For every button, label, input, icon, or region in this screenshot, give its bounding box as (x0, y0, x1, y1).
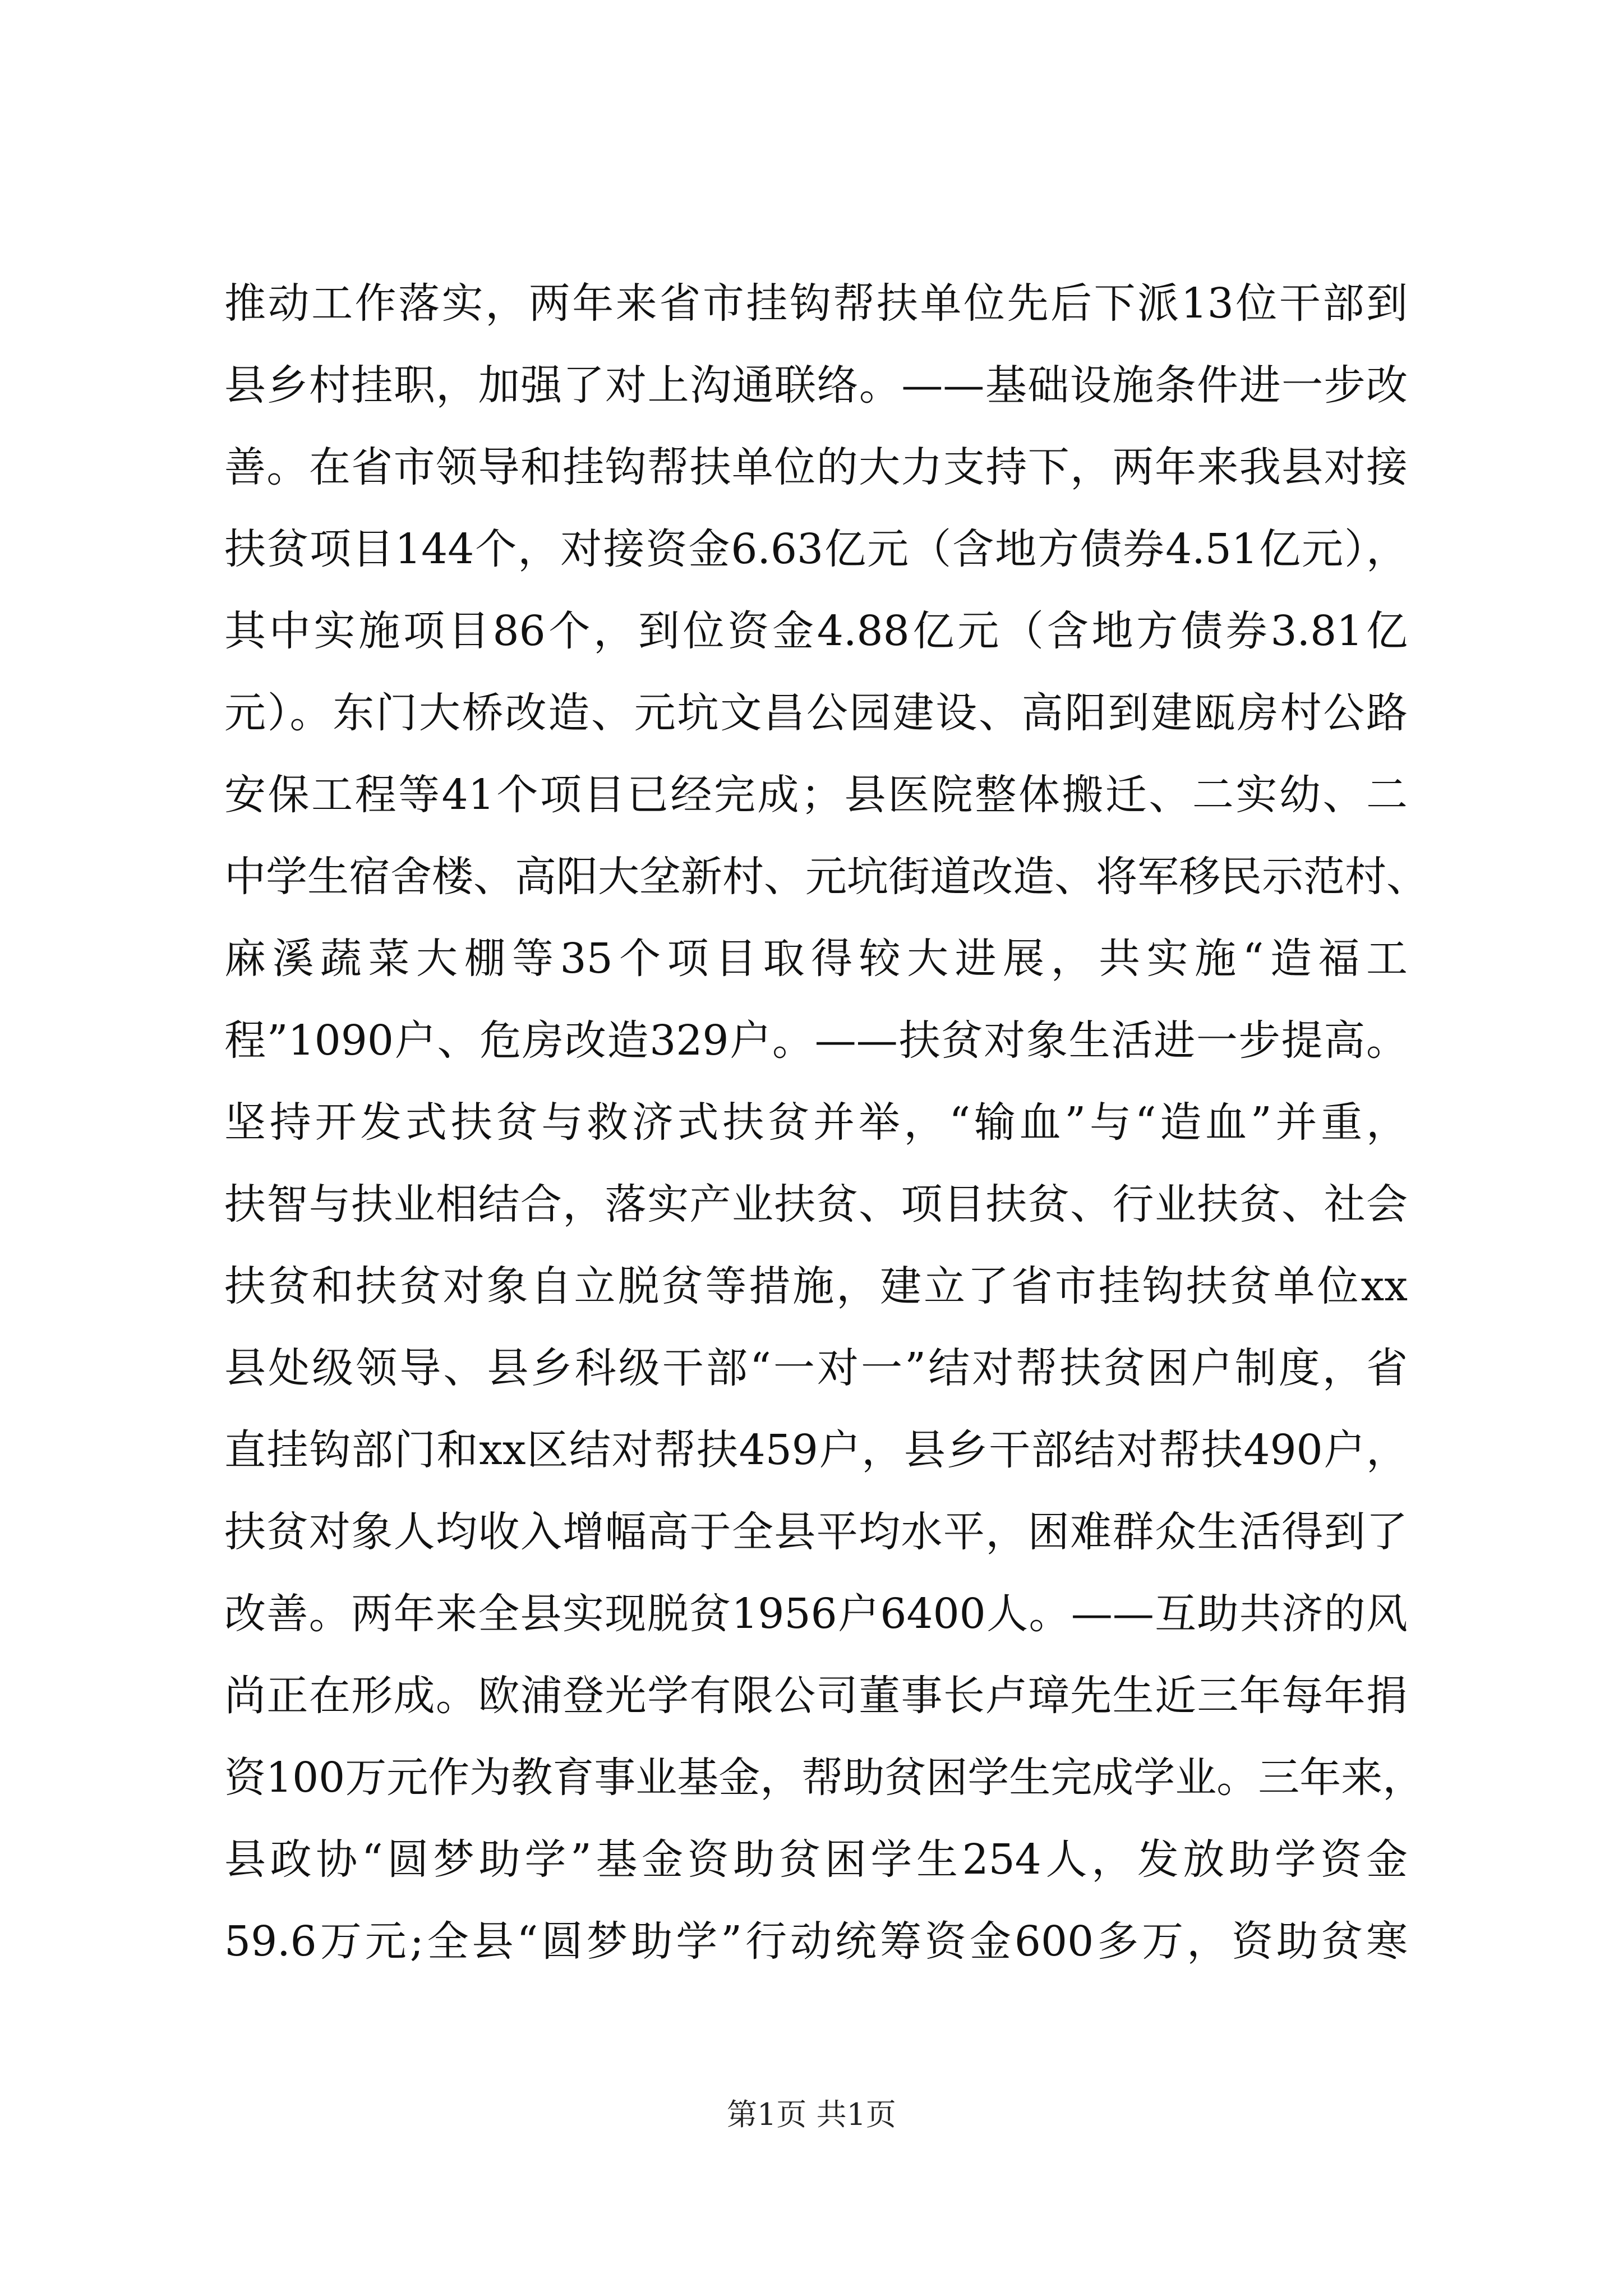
text-line: 中学生宿舍楼、高阳大坌新村、元坑街道改造、将军移民示范村、 (224, 853, 1428, 901)
text-line: 元）。东门大桥改造、元坑文昌公园建设、高阳到建瓯房村公路 (224, 689, 1408, 737)
page-number-label: 第1页 共1页 (727, 2097, 896, 2132)
text-line: 资100万元作为教育事业基金，帮助贫困学生完成学业。三年来， (224, 1754, 1424, 1802)
text-line: 59.6万元;全县“圆梦助学”行动统筹资金600多万，资助贫寒 (224, 1917, 1408, 1966)
text-line: 扶贫和扶贫对象自立脱贫等措施，建立了省市挂钩扶贫单位xx (224, 1262, 1408, 1310)
text-line: 县乡村挂职，加强了对上沟通联络。——基础设施条件进一步改 (224, 361, 1408, 409)
text-line: 县处级领导、县乡科级干部“一对一”结对帮扶贫困户制度，省 (224, 1344, 1408, 1392)
text-line: 坚持开发式扶贫与救济式扶贫并举，“输血”与“造血”并重， (224, 1098, 1408, 1147)
text-line: 推动工作落实，两年来省市挂钩帮扶单位先后下派13位干部到 (224, 279, 1408, 328)
text-line: 程”1090户、危房改造329户。——扶贫对象生活进一步提高。 (224, 1016, 1408, 1065)
text-line: 扶智与扶业相结合，落实产业扶贫、项目扶贫、行业扶贫、社会 (224, 1180, 1408, 1228)
text-line: 安保工程等41个项目已经完成；县医院整体搬迁、二实幼、二 (224, 771, 1408, 819)
text-line: 其中实施项目86个，到位资金4.88亿元（含地方债券3.81亿 (224, 607, 1408, 655)
text-line: 扶贫项目144个，对接资金6.63亿元（含地方债券4.51亿元）， (224, 525, 1408, 573)
text-line: 改善。两年来全县实现脱贫1956户6400人。——互助共济的风 (224, 1590, 1408, 1638)
text-line: 县政协“圆梦助学”基金资助贫困学生254人，发放助学资金 (224, 1835, 1408, 1884)
page-footer (0, 2092, 1623, 2137)
body-text (224, 263, 1428, 1982)
text-line: 麻溪蔬菜大棚等35个项目取得较大进展，共实施“造福工 (224, 935, 1408, 983)
text-line: 直挂钩部门和xx区结对帮扶459户，县乡干部结对帮扶490户， (224, 1426, 1408, 1474)
text-line: 尚正在形成。欧浦登光学有限公司董事长卢璋先生近三年每年捐 (224, 1672, 1408, 1720)
text-line: 善。在省市领导和挂钩帮扶单位的大力支持下，两年来我县对接 (224, 443, 1408, 491)
text-line: 扶贫对象人均收入增幅高于全县平均水平，困难群众生活得到了 (224, 1508, 1408, 1556)
